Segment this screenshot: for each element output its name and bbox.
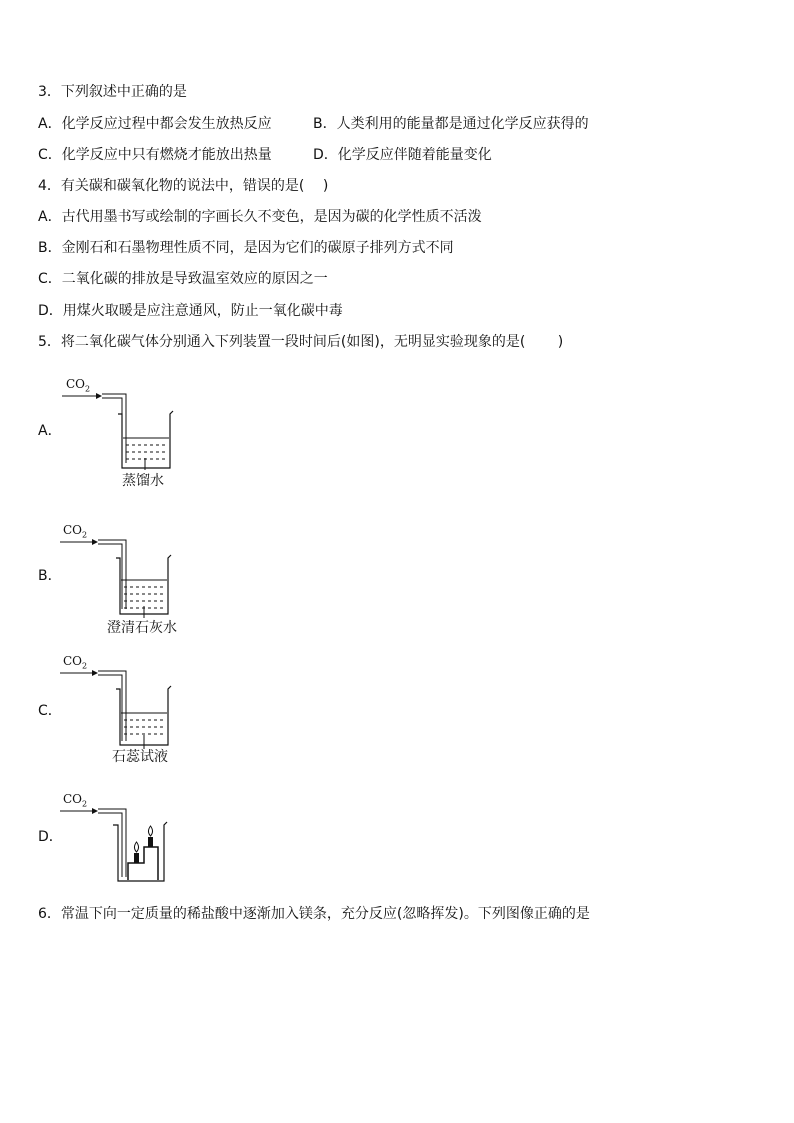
beaker-apparatus-b <box>58 534 188 624</box>
q4-option-b: B．金刚石和石墨物理性质不同，是因为它们的碳原子排列方式不同 <box>38 240 454 256</box>
co2-label: $CO_2$ <box>63 654 88 671</box>
option-a-label: A． <box>38 423 62 439</box>
q3-option-b: B．人类利用的能量都是通过化学反应获得的 <box>313 116 589 132</box>
q4-option-d: D．用煤火取暖是应注意通风，防止一氧化碳中毒 <box>38 303 343 319</box>
co2-label: $CO_2$ <box>63 523 88 540</box>
q3-stem: 3．下列叙述中正确的是 <box>38 84 187 100</box>
q4-option-c: C．二氧化碳的排放是导致温室效应的原因之一 <box>38 271 328 287</box>
liquid-label-a: 蒸馏水 <box>122 473 164 489</box>
liquid-label-b: 澄清石灰水 <box>107 620 177 636</box>
option-b-label: B． <box>38 568 62 584</box>
beaker-apparatus-a <box>60 388 190 478</box>
beaker-apparatus-c <box>58 665 188 755</box>
liquid-label-c: 石蕊试液 <box>112 749 168 765</box>
q4-option-a: A．古代用墨书写或绘制的字画长久不变色，是因为碳的化学性质不活泼 <box>38 209 482 225</box>
q5-stem: 5．将二氧化碳气体分别通入下列装置一段时间后(如图)，无明显实验现象的是( ) <box>38 334 564 350</box>
option-d-label: D． <box>38 829 63 845</box>
q4-stem: 4．有关碳和碳氧化物的说法中，错误的是( ) <box>38 178 329 194</box>
q3-option-a: A．化学反应过程中都会发生放热反应 <box>38 116 272 132</box>
co2-label: $CO_2$ <box>63 792 88 809</box>
q6-stem: 6．常温下向一定质量的稀盐酸中逐渐加入镁条，充分反应(忽略挥发)。下列图像正确的是 <box>38 906 590 922</box>
q3-option-d: D．化学反应伴随着能量变化 <box>313 147 492 163</box>
beaker-candles-apparatus-d <box>58 803 188 888</box>
q3-option-c: C．化学反应中只有燃烧才能放出热量 <box>38 147 272 163</box>
co2-label: $CO_2$ <box>66 377 91 394</box>
option-c-label: C． <box>38 703 62 719</box>
